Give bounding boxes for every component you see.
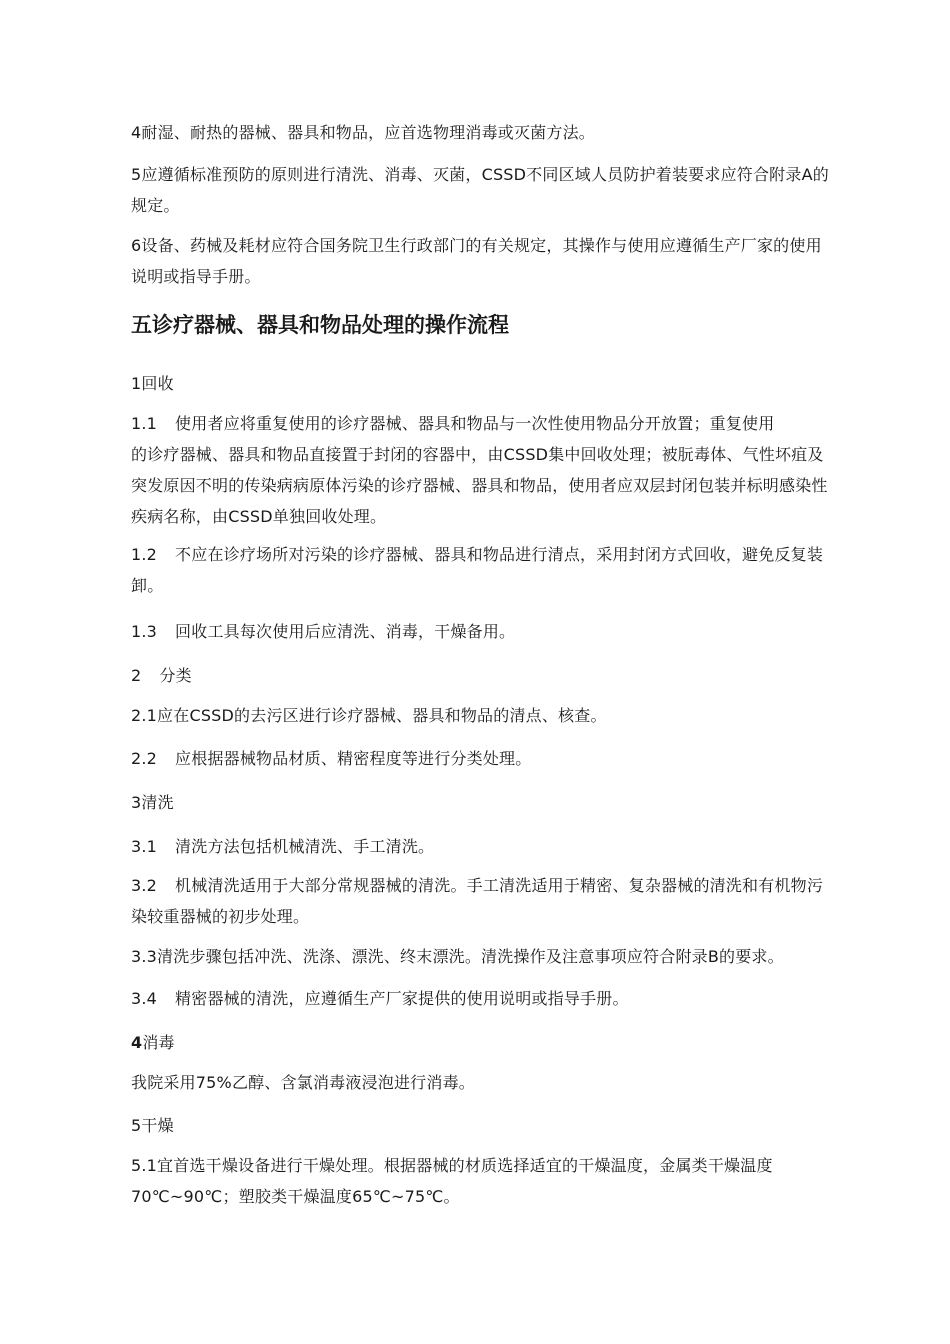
item-text: 应根据器械物品材质、精密程度等进行分类处理。 (175, 749, 532, 768)
item-text: 清洗方法包括机械清洗、手工清洗。 (175, 837, 435, 856)
paragraph-1-3 (131, 616, 831, 647)
paragraph-2-2 (131, 743, 831, 774)
item-text: 分类 (159, 666, 192, 685)
paragraph-item-4: 4耐湿、耐热的器械、器具和物品，应首选物理消毒或灭菌方法。 (131, 123, 595, 142)
item-number: 3.4 (131, 989, 158, 1008)
item-number: 1.1 (131, 414, 158, 433)
item-number: 3.2 (131, 876, 158, 895)
subsection-title-classify (131, 660, 831, 691)
subsection-title-clean: 3清洗 (131, 793, 174, 812)
item-number: 1.2 (131, 545, 158, 564)
paragraph-3-2 (131, 870, 831, 932)
paragraph-3-3: 3.3清洗步骤包括冲洗、洗涤、漂洗、终末漂洗。清洗操作及注意事项应符合附录B的要求。 (131, 947, 784, 966)
paragraph-5-1: 5.1宜首选干燥设备进行干燥处理。根据器械的材质选择适宜的干燥温度，金属类干燥温度70℃~90℃；塑胶类干燥温度65℃~75℃。 (131, 1156, 773, 1206)
item-number: 2 (131, 666, 142, 685)
paragraph-1-1 (131, 408, 831, 532)
paragraph-1-2 (131, 539, 831, 601)
paragraph-3-1 (131, 831, 831, 862)
section-title-five: 五诊疗器械、器具和物品处理的操作流程 (131, 312, 509, 337)
item-number: 1.3 (131, 622, 158, 641)
item-text: 精密器械的清洗，应遵循生产厂家提供的使用说明或指导手册。 (175, 989, 629, 1008)
item-text: 回收工具每次使用后应清洗、消毒，干燥备用。 (175, 622, 516, 641)
paragraph-4-text: 我院采用75%乙醇、含氯消毒液浸泡进行消毒。 (131, 1073, 475, 1092)
item-text: 消毒 (142, 1033, 175, 1052)
item-text-continued: 的诊疗器械、器具和物品直接置于封闭的容器中，由CSSD集中回收处理；被朊毒体、气性坏疽及突发原因不明的传染病病原体污染的诊疗器械、器具和物品，使用者应双层封闭包装并标明感染性疾病名称，由CSSD单独回收处理。 (131, 445, 828, 526)
subsection-title-dry: 5干燥 (131, 1116, 174, 1135)
item-text: 机械清洗适用于大部分常规器械的清洗。手工清洗适用于精密、复杂器械的清洗和有机物污染较重器械的初步处理。 (131, 876, 824, 926)
paragraph-item-5: 5应遵循标准预防的原则进行清洗、消毒、灭菌，CSSD不同区域人员防护着装要求应符合附录A的规定。 (131, 165, 829, 215)
item-text: 使用者应将重复使用的诊疗器械、器具和物品与一次性使用物品分开放置；重复使用 (175, 414, 775, 433)
item-number: 3.1 (131, 837, 158, 856)
paragraph-3-4 (131, 983, 831, 1014)
paragraph-2-1: 2.1应在CSSD的去污区进行诊疗器械、器具和物品的清点、核查。 (131, 706, 607, 725)
item-number: 4 (131, 1033, 143, 1052)
item-text: 不应在诊疗场所对污染的诊疗器械、器具和物品进行清点，采用封闭方式回收，避免反复装卸。 (131, 545, 824, 595)
subsection-title-recycle: 1回收 (131, 374, 174, 393)
paragraph-item-6: 6设备、药械及耗材应符合国务院卫生行政部门的有关规定，其操作与使用应遵循生产厂家的使用说明或指导手册。 (131, 236, 822, 286)
item-number: 2.2 (131, 749, 158, 768)
subsection-title-disinfect (131, 1027, 831, 1058)
